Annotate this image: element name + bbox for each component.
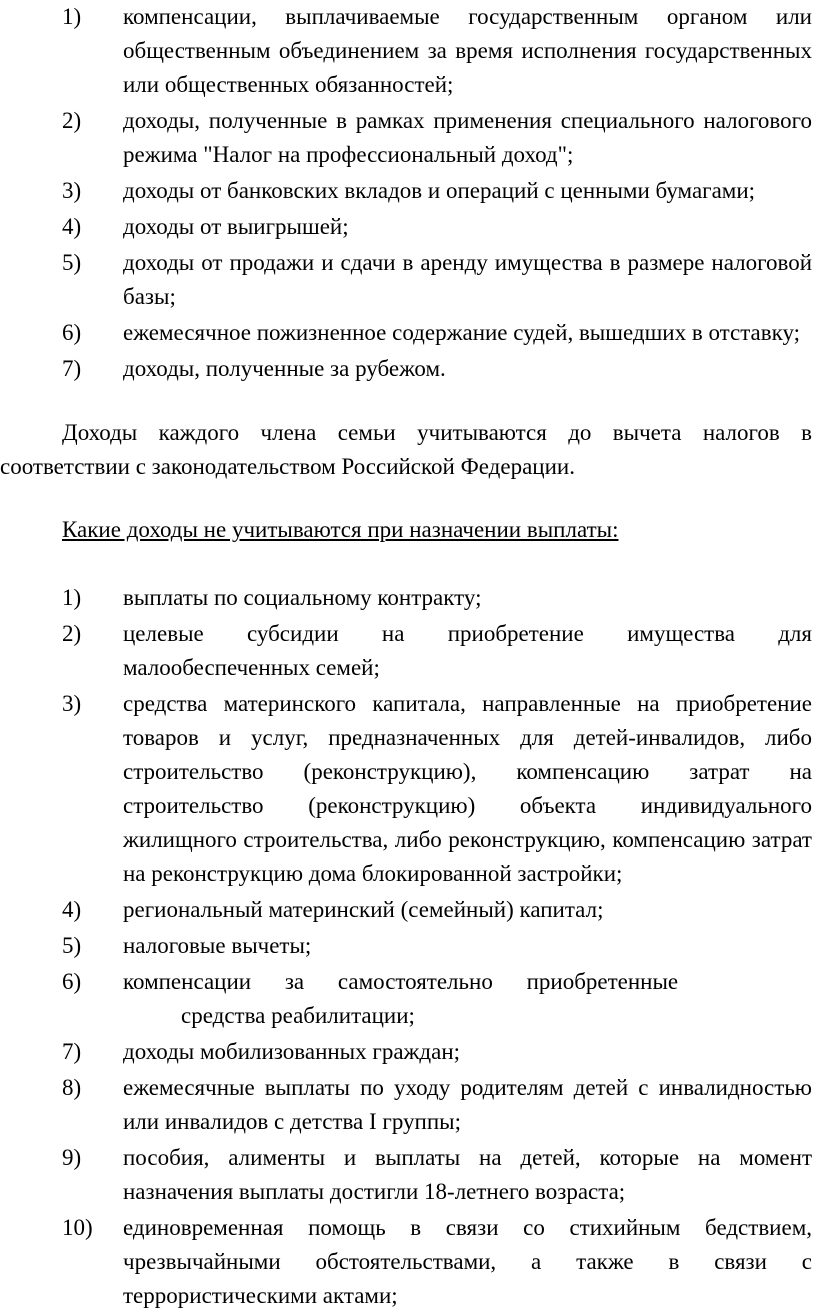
list-item-text: региональный материнский (семейный) капитал; [123, 897, 604, 922]
list-item [0, 104, 816, 172]
list-item-text: ежемесячные выплаты по уходу родителям детей с инвалидностью или инвалидов с детства I группы; [123, 1075, 812, 1134]
paragraph-text: Доходы каждого члена семьи учитываются до вычета налогов в соответствии с законодательством Российской Федерации. [0, 420, 812, 479]
list-item-number: 3) [62, 691, 82, 716]
list-item-text: ежемесячное пожизненное содержание судей, вышедших в отставку; [123, 320, 801, 345]
list-item [0, 1141, 816, 1209]
list-item [0, 1211, 816, 1313]
list-item-text: доходы мобилизованных граждан; [123, 1039, 461, 1064]
section-heading: Какие доходы не учитываются при назначении выплаты: [62, 517, 619, 542]
list-item-text: пособия, алименты и выплаты на детей, которые на момент назначения выплаты достигли 18-летнего возраста; [123, 1145, 812, 1204]
list-item [0, 581, 816, 615]
list-item-number: 6) [62, 969, 82, 994]
list-item-number: 2) [62, 621, 82, 646]
list-item [0, 352, 816, 386]
list-item [0, 1035, 816, 1069]
list-item-text: налоговые вычеты; [123, 933, 312, 958]
list-item-text-continuation: средства реабилитации; [181, 1003, 415, 1028]
list-item-number: 7) [62, 1039, 82, 1064]
list-item-text: средства материнского капитала, направленные на приобретение товаров и услуг, предназначенных для детей-инвалидов, либо строительство (реконструкцию), компенсацию затрат на строительство (реконструкцию) объекта индивидуального жилищного строительства, либо реконструкцию, компенсацию затрат на реконструкцию дома блокированной застройки; [123, 691, 812, 886]
list-item-number: 10) [62, 1215, 93, 1240]
list-item-text: доходы, полученные за рубежом. [123, 356, 446, 381]
list-item [0, 893, 816, 927]
list-item [0, 965, 816, 1033]
list-item [0, 210, 816, 244]
list-item-number: 5) [62, 933, 82, 958]
income-list-excluded [0, 581, 816, 1315]
list-item-text: доходы от продажи и сдачи в аренду имущества в размере налоговой базы; [123, 250, 812, 309]
list-item [0, 246, 816, 314]
list-item-number: 7) [62, 356, 82, 381]
income-list-included [0, 0, 816, 388]
list-item [0, 1071, 816, 1139]
list-item-number: 1) [62, 585, 82, 610]
list-item [0, 0, 816, 102]
list-item [0, 687, 816, 891]
list-item-text: единовременная помощь в связи со стихийным бедствием, чрезвычайными обстоятельствами, а также в связи с террористическими актами; [123, 1215, 812, 1308]
list-item-number: 8) [62, 1075, 82, 1100]
list-item-number: 5) [62, 250, 82, 275]
list-item-number: 6) [62, 320, 82, 345]
list-item-text: целевые субсидии на приобретение имущества для малообеспеченных семей; [123, 621, 812, 680]
list-item-number: 4) [62, 897, 82, 922]
list-item [0, 929, 816, 963]
list-item-text: доходы от выигрышей; [123, 214, 349, 239]
list-item-number: 4) [62, 214, 82, 239]
list-item-number: 3) [62, 178, 82, 203]
list-item-number: 2) [62, 108, 82, 133]
list-item [0, 174, 816, 208]
list-item [0, 617, 816, 685]
tax-note-paragraph [0, 416, 812, 484]
list-item-number: 9) [62, 1145, 82, 1170]
list-item-text: компенсации, выплачиваемые государственным органом или общественным объединением за время исполнения государственных или общественных обязанностей; [123, 4, 812, 97]
list-item-text: доходы от банковских вкладов и операций с ценными бумагами; [123, 178, 756, 203]
list-item-number: 1) [62, 4, 82, 29]
list-item-text: доходы, полученные в рамках применения специального налогового режима "Налог на профессиональный доход"; [123, 108, 812, 167]
list-item-text: выплаты по социальному контракту; [123, 585, 482, 610]
list-item-text: компенсации за самостоятельно приобретенные [123, 969, 679, 994]
list-item [0, 316, 816, 350]
